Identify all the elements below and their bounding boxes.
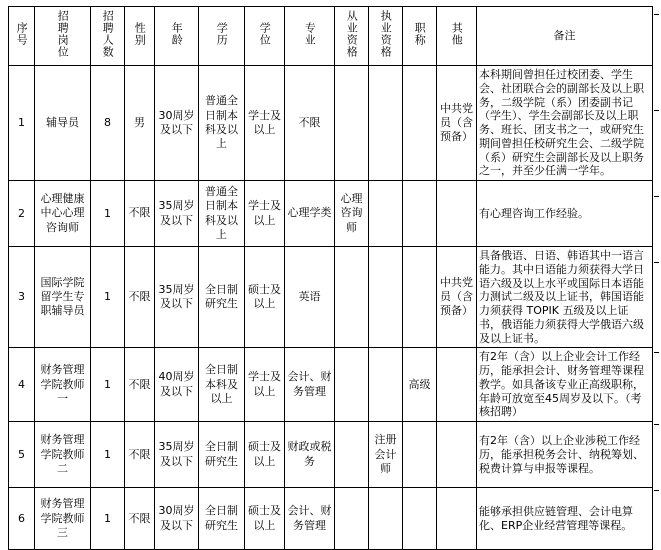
cell-other xyxy=(437,422,477,488)
header-cell-post: 招聘岗位 xyxy=(35,7,91,66)
cell-education: 全日制研究生 xyxy=(199,247,245,348)
header-cell-remark: 备注 xyxy=(477,7,653,66)
cell-certificate xyxy=(335,422,369,488)
table-row xyxy=(9,348,653,422)
cell-num: 1 xyxy=(91,348,125,422)
cell-major: 财政或税务 xyxy=(285,422,335,488)
table-row xyxy=(9,422,653,488)
cell-post: 国际学院留学生专职辅导员 xyxy=(35,247,91,348)
cell-post: 财务管理学院教师二 xyxy=(35,422,91,488)
cell-education: 全日制研究生 xyxy=(199,488,245,550)
cell-sex: 不限 xyxy=(125,181,155,247)
header-cell-major: 专业 xyxy=(285,7,335,66)
cell-remark: 有心理咨询工作经验。 xyxy=(477,181,653,247)
cell-age: 30周岁及以下 xyxy=(155,66,199,181)
cell-other: 中共党员（含预备） xyxy=(437,247,477,348)
header-cell-sex: 性别 xyxy=(125,7,155,66)
cell-title xyxy=(403,488,437,550)
cell-major: 不限 xyxy=(285,66,335,181)
table-row xyxy=(9,181,653,247)
cell-num: 1 xyxy=(91,422,125,488)
header-cell-other: 其他 xyxy=(437,7,477,66)
cell-no: 4 xyxy=(9,348,35,422)
cell-sex: 不限 xyxy=(125,488,155,550)
cell-num: 8 xyxy=(91,66,125,181)
cell-no: 6 xyxy=(9,488,35,550)
cell-post: 辅导员 xyxy=(35,66,91,181)
recruitment-table xyxy=(8,6,653,550)
cell-degree: 硕士及以上 xyxy=(245,422,285,488)
cell-other xyxy=(437,181,477,247)
header-cell-education: 学历 xyxy=(199,7,245,66)
cell-post: 财务管理学院教师三 xyxy=(35,488,91,550)
cell-certificate: 心理咨询师 xyxy=(335,181,369,247)
header-cell-no: 序号 xyxy=(9,7,35,66)
cell-major: 会计、财务管理 xyxy=(285,348,335,422)
cell-num: 1 xyxy=(91,247,125,348)
table-header-row xyxy=(9,7,653,66)
cell-degree: 硕士及以上 xyxy=(245,488,285,550)
cell-num: 1 xyxy=(91,488,125,550)
cell-degree: 学士及以上 xyxy=(245,348,285,422)
cell-age: 40周岁及以下 xyxy=(155,348,199,422)
header-cell-certificate: 从业资格 xyxy=(335,7,369,66)
cell-no: 5 xyxy=(9,422,35,488)
cell-remark: 具备俄语、日语、韩语其中一语言能力。其中日语能力须获得大学日语六级及以上水平或国际日本语能力测试二级及以上证书，韩国语能力须获得 TOPIK 五级及以上证书，俄语能力须获得大学俄语六级及以上证书。 xyxy=(477,247,653,348)
page-edge-tick xyxy=(654,110,659,111)
cell-certificate xyxy=(335,348,369,422)
cell-major: 英语 xyxy=(285,247,335,348)
cell-practice xyxy=(369,247,403,348)
cell-education: 普通全日制本科及以上 xyxy=(199,66,245,181)
cell-no: 2 xyxy=(9,181,35,247)
cell-sex: 男 xyxy=(125,66,155,181)
cell-sex: 不限 xyxy=(125,348,155,422)
cell-practice: 注册会计师 xyxy=(369,422,403,488)
cell-sex: 不限 xyxy=(125,247,155,348)
cell-education: 普通全日制本科及以上 xyxy=(199,181,245,247)
page-edge-tick xyxy=(654,352,659,353)
cell-major: 心理学类 xyxy=(285,181,335,247)
table-row xyxy=(9,247,653,348)
table-row xyxy=(9,488,653,550)
cell-remark: 能够承担供应链管理、会计电算化、ERP企业经营管理等课程。 xyxy=(477,488,653,550)
cell-practice xyxy=(369,66,403,181)
cell-remark: 有2年（含）以上企业涉税工作经历，能承担税务会计、纳税筹划、税费计算与申报等课程。 xyxy=(477,422,653,488)
cell-degree: 学士及以上 xyxy=(245,181,285,247)
cell-age: 35周岁及以下 xyxy=(155,422,199,488)
cell-certificate xyxy=(335,488,369,550)
header-cell-title: 职称 xyxy=(403,7,437,66)
page-edge-tick xyxy=(654,262,659,263)
cell-practice xyxy=(369,348,403,422)
cell-remark: 有2年（含）以上企业会计工作经历，能承担会计、财务管理等课程教学。如具备该专业正高级职称，年龄可放宽至45周岁及以下。（考核招聘） xyxy=(477,348,653,422)
cell-education: 全日制本科及以上 xyxy=(199,348,245,422)
page-edge-tick xyxy=(654,196,659,197)
cell-other xyxy=(437,348,477,422)
cell-practice xyxy=(369,181,403,247)
cell-remark: 本科期间曾担任过校团委、学生会、社团联合会的副部长及以上职务，二级学院（系）团委副书记（学生）、学生会副部长及以上职务、班长、团支书之一，或研究生期间曾担任校研究生会、二级学院（系）研究生会副部长及以上职务之一，并至少任满一学年。 xyxy=(477,66,653,181)
cell-title xyxy=(403,422,437,488)
cell-practice xyxy=(369,488,403,550)
cell-post: 财务管理学院教师一 xyxy=(35,348,91,422)
cell-certificate xyxy=(335,247,369,348)
cell-other xyxy=(437,488,477,550)
cell-no: 1 xyxy=(9,66,35,181)
cell-num: 1 xyxy=(91,181,125,247)
cell-degree: 学士及以上 xyxy=(245,66,285,181)
cell-other: 中共党员（含预备） xyxy=(437,66,477,181)
cell-degree: 硕士及以上 xyxy=(245,247,285,348)
header-cell-degree: 学位 xyxy=(245,7,285,66)
cell-sex: 不限 xyxy=(125,422,155,488)
cell-title: 高级 xyxy=(403,348,437,422)
cell-major: 会计、财务管理 xyxy=(285,488,335,550)
table-row xyxy=(9,66,653,181)
cell-age: 30周岁及以下 xyxy=(155,488,199,550)
header-cell-num: 招聘人数 xyxy=(91,7,125,66)
page-edge-tick xyxy=(654,424,659,425)
page-edge-tick xyxy=(654,490,659,491)
cell-title xyxy=(403,66,437,181)
header-cell-practice: 执业资格 xyxy=(369,7,403,66)
cell-title xyxy=(403,247,437,348)
cell-certificate xyxy=(335,66,369,181)
cell-title xyxy=(403,181,437,247)
page-edge-tick xyxy=(654,14,659,15)
cell-age: 35周岁及以下 xyxy=(155,181,199,247)
cell-education: 全日制研究生 xyxy=(199,422,245,488)
cell-no: 3 xyxy=(9,247,35,348)
header-cell-age: 年龄 xyxy=(155,7,199,66)
cell-age: 35周岁及以下 xyxy=(155,247,199,348)
cell-post: 心理健康中心心理咨询师 xyxy=(35,181,91,247)
